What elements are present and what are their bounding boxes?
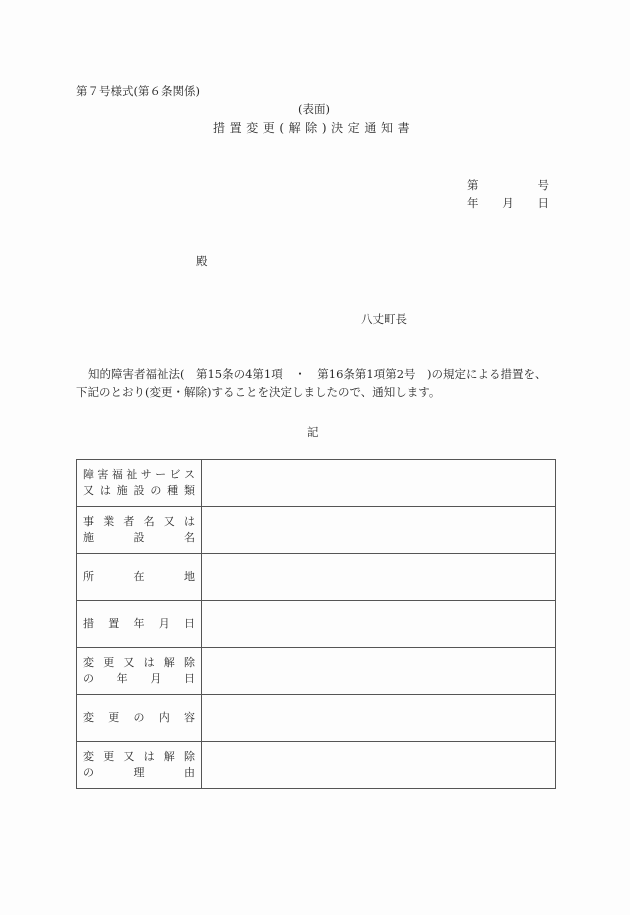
table-row: [77, 742, 556, 789]
label-char: 年: [116, 672, 128, 685]
label-char: 月: [158, 617, 170, 630]
row-label: [77, 648, 202, 695]
form-number: 第７号様式(第６条関係): [76, 84, 200, 98]
addressee-honorific: 殿: [196, 254, 208, 268]
row-value-field[interactable]: [202, 742, 556, 789]
date-day: 日: [537, 196, 549, 210]
label-char: 地: [184, 570, 195, 583]
row-value-field[interactable]: [202, 460, 556, 507]
label-char: 日: [184, 617, 195, 630]
reference-number: [467, 178, 549, 192]
row-label: [77, 460, 202, 507]
label-char: ス: [183, 468, 195, 481]
label-char: 業: [103, 515, 115, 528]
label-char: は: [143, 750, 155, 763]
label-char: 事: [83, 515, 94, 528]
label-char: ビ: [169, 468, 181, 481]
label-char: 更: [103, 750, 115, 763]
label-char: 又: [83, 484, 94, 497]
row-label: [77, 554, 202, 601]
label-char: 又: [123, 750, 135, 763]
row-label-line: [83, 530, 195, 546]
row-value-field[interactable]: [202, 601, 556, 648]
label-char: 設: [133, 484, 145, 497]
row-label-line: [83, 765, 195, 781]
label-char: 由: [184, 766, 195, 779]
row-label-line: [83, 569, 195, 585]
label-char: 名: [184, 531, 195, 544]
label-char: 変: [83, 656, 94, 669]
row-label: [77, 601, 202, 648]
reference-date: [467, 196, 549, 210]
date-year: 年: [467, 196, 479, 210]
table-row: [77, 695, 556, 742]
label-char: 設: [133, 531, 145, 544]
label-char: 種: [167, 484, 179, 497]
side-label: (表面): [298, 102, 330, 116]
row-label-line: [83, 655, 195, 671]
label-char: 年: [133, 617, 145, 630]
label-char: の: [83, 672, 94, 685]
label-char: の: [150, 484, 162, 497]
row-label: [77, 507, 202, 554]
body-text-line-2: 下記のとおり(変更・解除)することを決定しましたので、通知します。: [76, 385, 441, 399]
row-value-field[interactable]: [202, 648, 556, 695]
row-value-field[interactable]: [202, 695, 556, 742]
table-row: [77, 460, 556, 507]
label-char: 祉: [126, 468, 138, 481]
row-label: [77, 695, 202, 742]
row-label-line: [83, 616, 195, 632]
table-row: [77, 601, 556, 648]
details-table: [76, 459, 556, 789]
label-char: の: [133, 711, 145, 724]
row-label-line: [83, 710, 195, 726]
label-char: は: [143, 656, 155, 669]
label-char: 除: [183, 656, 195, 669]
row-label-line: [83, 467, 195, 483]
row-label-line: [83, 514, 195, 530]
label-char: 月: [150, 672, 162, 685]
label-char: 日: [183, 672, 195, 685]
number-suffix: 号: [537, 178, 549, 192]
label-char: 更: [108, 711, 120, 724]
label-char: 害: [97, 468, 109, 481]
label-char: 名: [143, 515, 155, 528]
row-value-field[interactable]: [202, 554, 556, 601]
record-heading: 記: [307, 425, 319, 439]
row-label-line: [83, 749, 195, 765]
label-char: 福: [111, 468, 123, 481]
label-char: 変: [83, 711, 94, 724]
table-row: [77, 648, 556, 695]
body-text-line-1: 知的障害者福祉法( 第15条の4第1項 ・ 第16条第1項第2号 )の規定による措置を、: [88, 367, 547, 381]
row-label-line: [83, 483, 195, 499]
number-prefix: 第: [467, 178, 479, 192]
label-char: は: [99, 484, 111, 497]
label-char: 所: [83, 570, 94, 583]
label-char: 容: [184, 711, 195, 724]
label-char: 置: [108, 617, 120, 630]
label-char: 者: [123, 515, 135, 528]
label-char: サ: [140, 468, 152, 481]
label-char: 内: [158, 711, 170, 724]
label-char: ー: [155, 468, 167, 481]
row-value-field[interactable]: [202, 507, 556, 554]
label-char: 措: [83, 617, 94, 630]
label-char: は: [183, 515, 195, 528]
label-char: 類: [183, 484, 195, 497]
label-char: 解: [163, 656, 175, 669]
label-char: 又: [163, 515, 175, 528]
table-row: [77, 554, 556, 601]
document-title: 措置変更(解除)決定通知書: [213, 121, 415, 135]
label-char: 理: [133, 766, 145, 779]
label-char: 施: [116, 484, 128, 497]
label-char: 施: [83, 531, 94, 544]
date-month: 月: [502, 196, 514, 210]
label-char: 又: [123, 656, 135, 669]
label-char: 変: [83, 750, 94, 763]
table-row: [77, 507, 556, 554]
issuer-name: 八丈町長: [361, 312, 407, 326]
label-char: 解: [163, 750, 175, 763]
label-char: 在: [133, 570, 145, 583]
label-char: の: [83, 766, 94, 779]
row-label: [77, 742, 202, 789]
label-char: 障: [83, 468, 94, 481]
label-char: 更: [103, 656, 115, 669]
row-label-line: [83, 671, 195, 687]
label-char: 除: [183, 750, 195, 763]
